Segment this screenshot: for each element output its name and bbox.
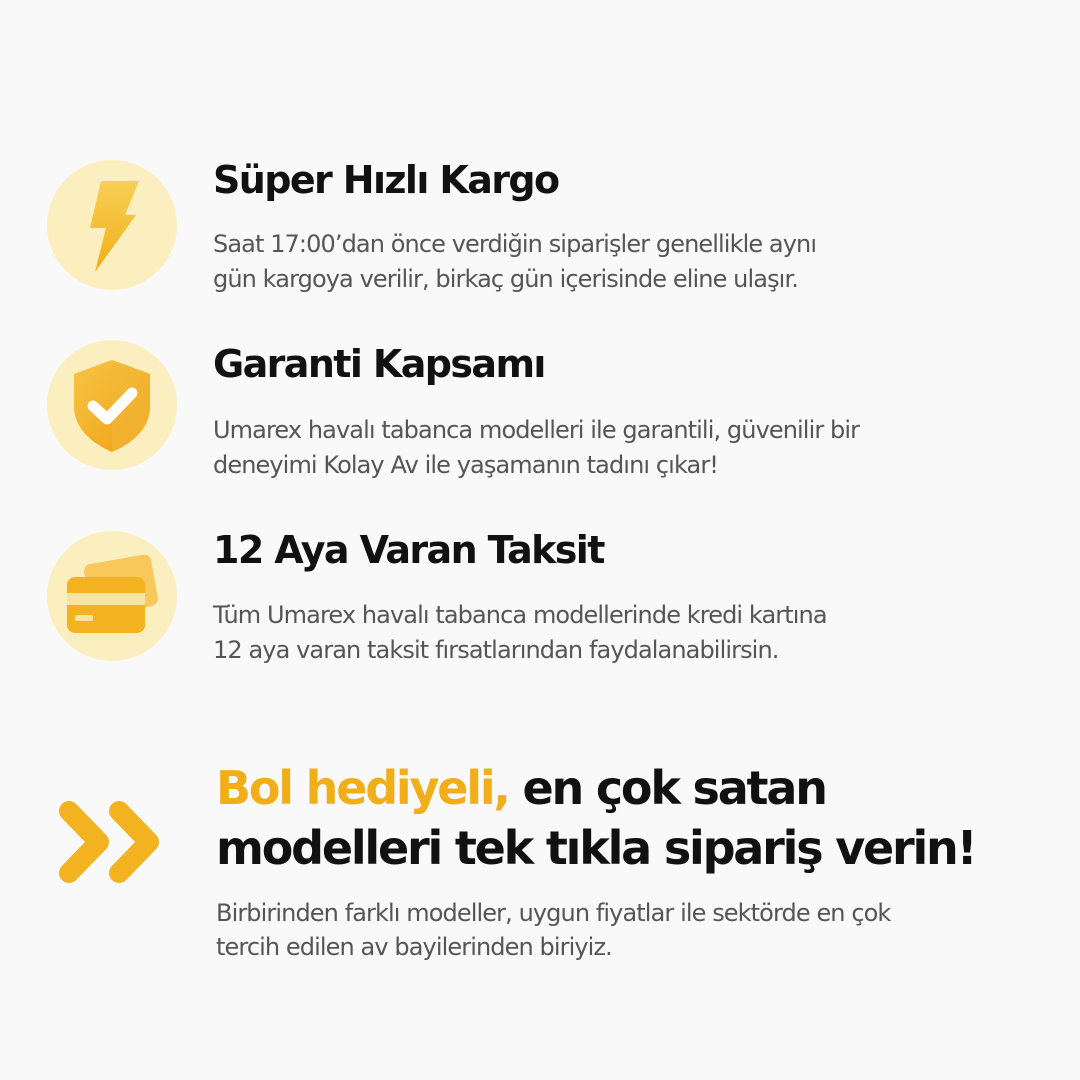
cta-highlight-text: Bol hediyeli, [216,761,509,815]
feature-description [213,413,1033,483]
feature-description [213,227,1033,297]
feature-description-line: deneyimi Kolay Av ile yaşamanın tadını çıkar! [213,451,719,479]
cta-description-line: Birbirinden farklı modeller, uygun fiyatlar ile sektörde en çok [216,899,891,927]
shield-check-icon [47,340,177,470]
feature-description-line: Saat 17:00’dan önce verdiğin siparişler genellikle aynı [213,230,817,258]
cta-headline-line2: modelleri tek tıkla sipariş verin! [216,821,976,875]
feature-title: Garanti Kapsamı [213,342,545,386]
cta-headline-text: en çok satan [508,761,826,815]
feature-title: Süper Hızlı Kargo [213,158,559,202]
feature-description-line: Tüm Umarex havalı tabanca modellerinde kredi kartına [213,601,827,629]
credit-card-icon [47,531,177,661]
cta-description-line: tercih edilen av bayilerinden biriyiz. [216,933,612,961]
feature-description-line: Umarex havalı tabanca modelleri ile garantili, güvenilir bir [213,416,860,444]
feature-title: 12 Aya Varan Taksit [213,528,604,572]
lightning-bolt-icon [47,160,177,290]
double-chevron-right-icon [55,797,170,887]
cta-headline [216,758,975,878]
feature-description-line: gün kargoya verilir, birkaç gün içerisinde eline ulaşır. [213,265,798,293]
feature-description-line: 12 aya varan taksit fırsatlarından faydalanabilirsin. [213,636,779,664]
cta-description [216,896,890,964]
feature-description [213,598,1033,668]
